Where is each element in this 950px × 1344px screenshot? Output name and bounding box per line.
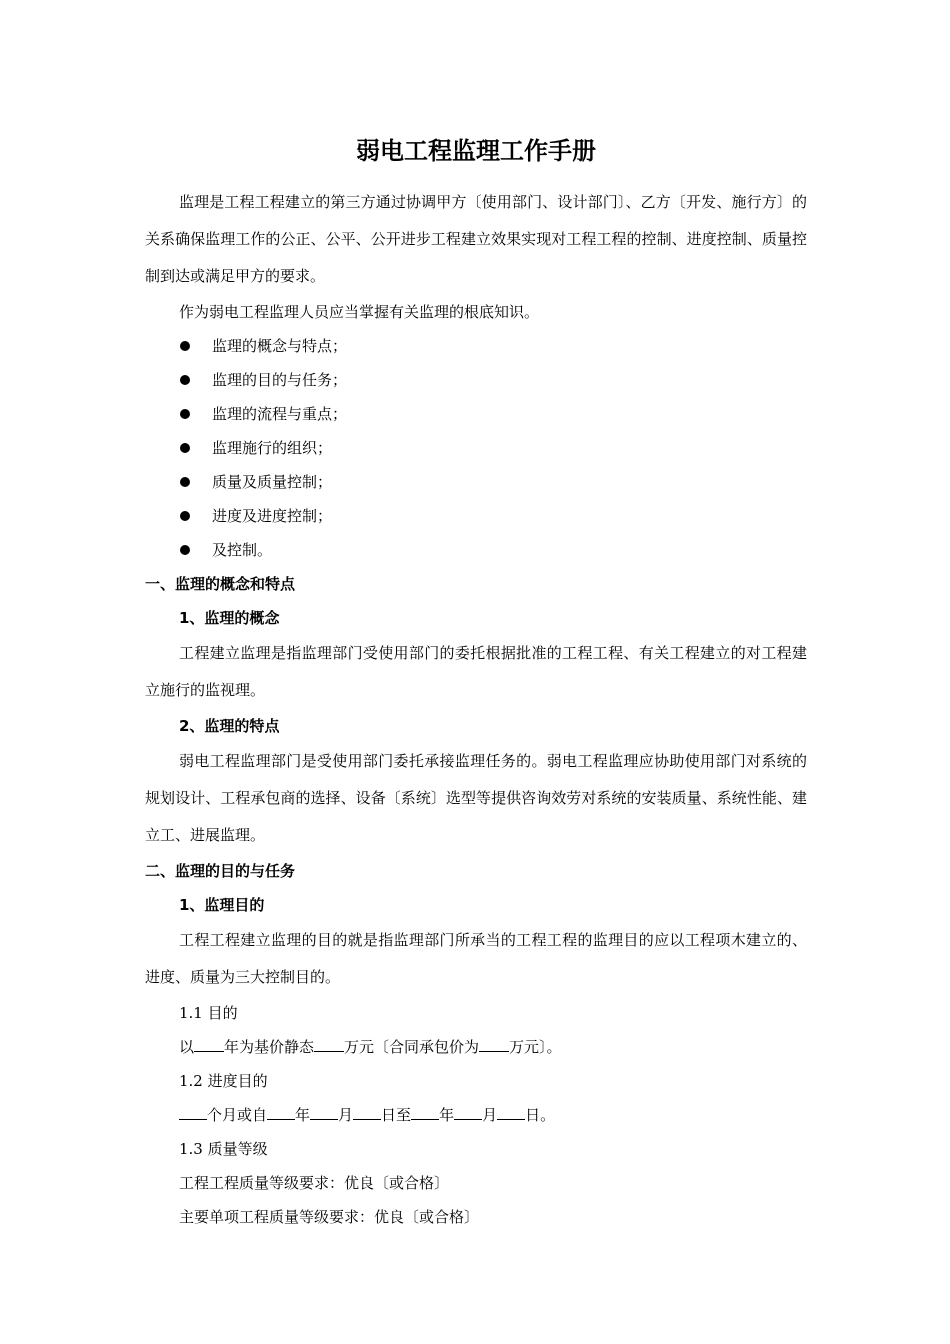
bullet-item [145,533,807,567]
bullet-item [145,363,807,397]
bullet-text: 监理的流程与重点； [212,405,348,423]
item-1-2-schedule-line [145,1098,807,1132]
text-segment: 月 [482,1106,498,1124]
text-segment: 个月或自 [207,1106,268,1124]
bullet-text: 质量及质量控制； [212,473,333,491]
bullet-text: 监理的概念与特点； [212,337,348,355]
bullet-text: 进度及进度控制； [212,507,333,525]
bullet-item [145,329,807,363]
text-segment: 日。 [525,1106,556,1124]
bullet-text: 监理施行的组织； [212,439,333,457]
intro-paragraph: 监理是工程工程建立的第三方通过协调甲方〔使用部门、设计部门〕、乙方〔开发、施行方〕的关系确保监理工作的公正、公平、公开进步工程建立效果实现对工程工程的控制、进度控制、质量控制到达或满足甲方的要求。 [145,193,807,285]
text-segment: 万元〔合同承包价为 [344,1038,480,1056]
blank-field [179,1101,207,1120]
section-1-1-paragraph: 工程建立监理是指监理部门受使用部门的委托根据批准的工程工程、有关工程建立的对工程建立施行的监视理。 [145,644,807,699]
bullet-item [145,465,807,499]
bullet-item [145,431,807,465]
text-segment: 年 [439,1106,455,1124]
document-page [145,128,807,1234]
section-1-1-heading: 1、监理的概念 [179,609,280,627]
item-1-3-line-2: 主要单项工程质量等级要求：优良〔或合格〕 [179,1208,480,1226]
text-segment: 万元〕。 [509,1038,562,1056]
bullet-item [145,499,807,533]
bullet-dot-icon [180,477,190,487]
blank-field [310,1101,338,1120]
section-2-1-paragraph: 工程工程建立监理的目的就是指监理部门所承当的工程工程的监理目的应以工程项木建立的、进度、质量为三大控制目的。 [145,931,807,986]
text-segment: 以 [179,1038,195,1056]
bullet-dot-icon [180,341,190,351]
bullet-dot-icon [180,409,190,419]
text-segment: 年为基价静态 [224,1038,315,1056]
blank-field [454,1101,482,1120]
blank-field [314,1033,344,1052]
blank-field [267,1101,295,1120]
bullet-dot-icon [180,545,190,555]
text-segment: 月 [338,1106,354,1124]
section-2-heading: 二、监理的目的与任务 [145,862,296,880]
bullet-dot-icon [180,375,190,385]
blank-field [497,1101,525,1120]
item-1-1-label: 1.1 目的 [179,1004,238,1022]
section-1-2-paragraph: 弱电工程监理部门是受使用部门委托承接监理任务的。弱电工程监理应协助使用部门对系统的规划设计、工程承包商的选择、设备〔系统〕选型等提供咨询效劳对系统的安装质量、系统性能、建立工、进展监理。 [145,752,807,844]
intro-paragraph-2: 作为弱电工程监理人员应当掌握有关监理的根底知识。 [179,303,540,321]
document-title: 弱电工程监理工作手册 [356,137,596,165]
blank-field [479,1033,509,1052]
bullet-dot-icon [180,443,190,453]
blank-field [411,1101,439,1120]
item-1-3-label: 1.3 质量等级 [179,1140,268,1158]
section-1-2-heading: 2、监理的特点 [179,717,280,735]
item-1-1-cost-line [145,1030,807,1064]
blank-field [353,1101,381,1120]
item-1-3-line-1: 工程工程质量等级要求：优良〔或合格〕 [179,1174,450,1192]
bullet-text: 监理的目的与任务； [212,371,348,389]
item-1-2-label: 1.2 进度目的 [179,1072,268,1090]
blank-field [194,1033,224,1052]
bullet-item [145,397,807,431]
section-1-heading: 一、监理的概念和特点 [145,575,296,593]
bullet-text: 及控制。 [212,541,273,559]
section-2-1-heading: 1、监理目的 [179,896,265,914]
bullet-dot-icon [180,511,190,521]
text-segment: 日至 [381,1106,412,1124]
text-segment: 年 [295,1106,311,1124]
